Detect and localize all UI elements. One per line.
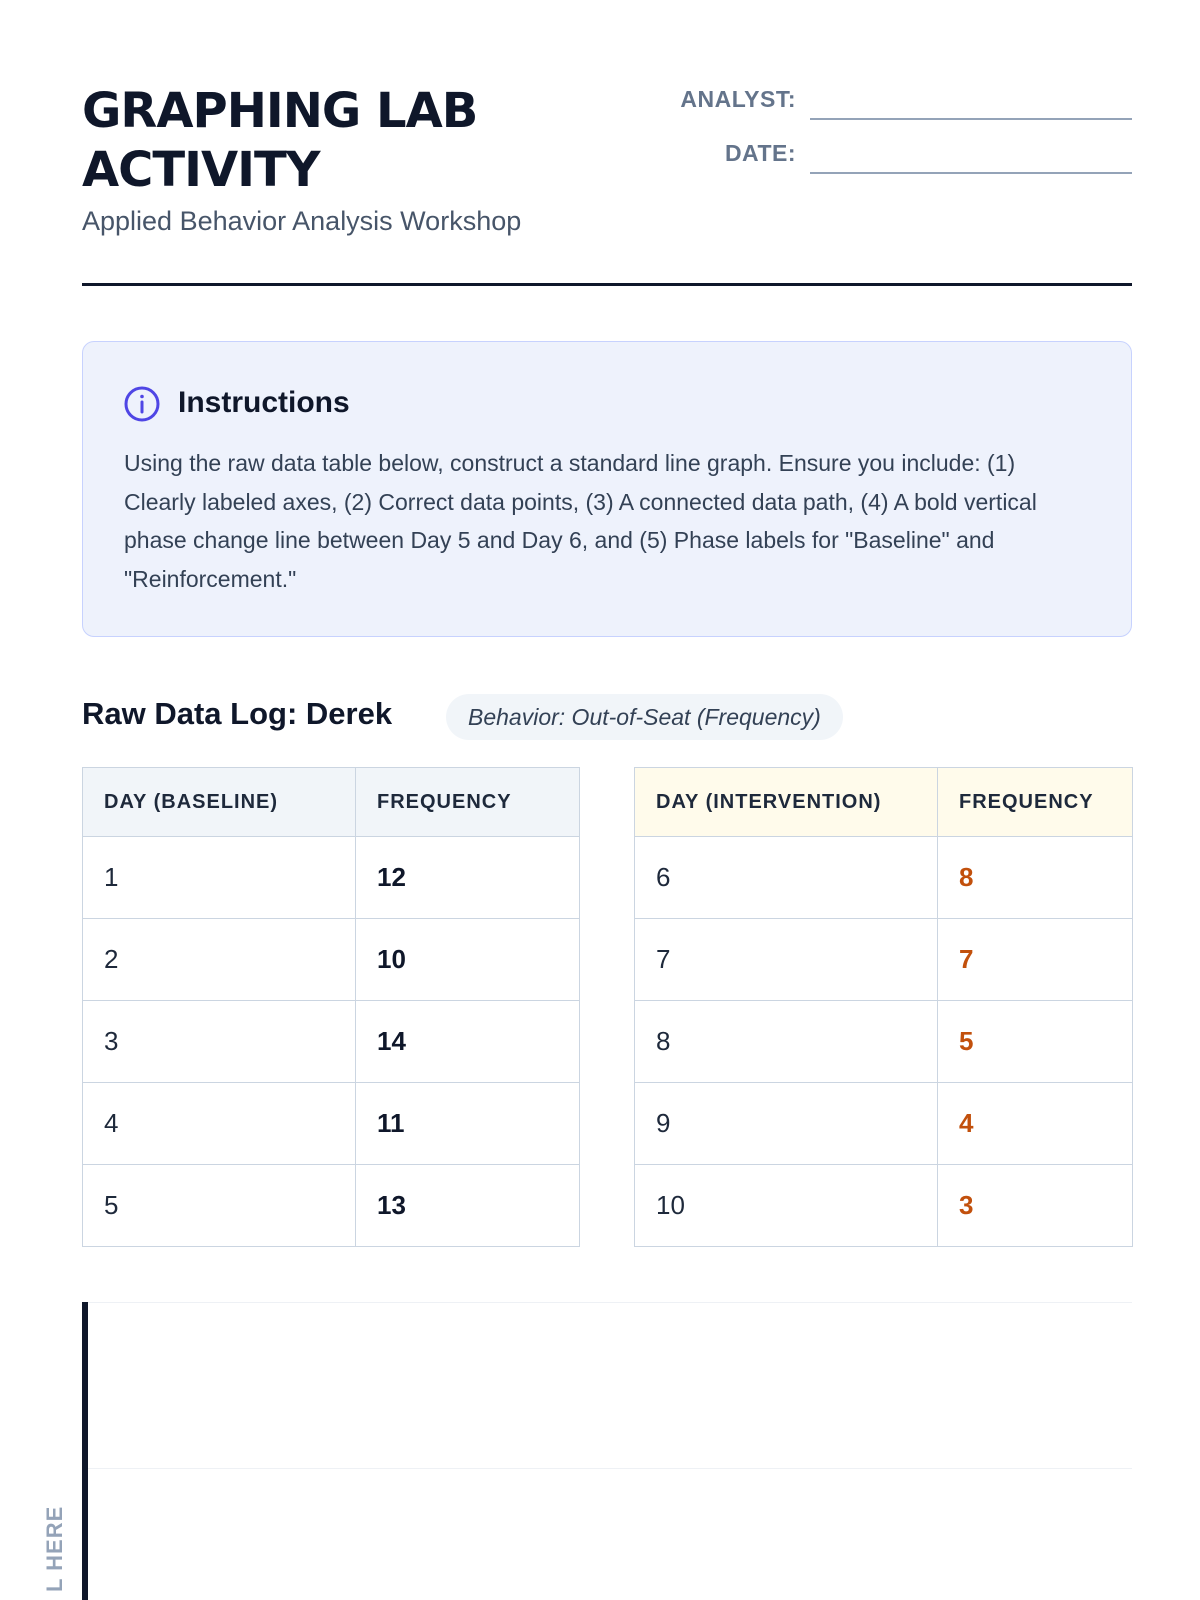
analyst-label: ANALYST: [680,86,796,112]
table-row [635,837,1133,919]
frequency-cell: 3 [938,1165,1133,1247]
instructions-text: Using the raw data table below, construct a standard line graph. Ensure you include: (1) Clearly labeled axes, (2) Correct data points, (3) A connected data path, (4) A bold vertical phase change line between Day 5 and Day 6, and (5) Phase labels for "Baseline" and "Reinforcement." [124,450,1037,592]
intervention-table [634,767,1133,1247]
table-header-row [635,768,1133,837]
frequency-cell: 4 [938,1083,1133,1165]
frequency-cell: 8 [938,837,1133,919]
column-header-frequency: FREQUENCY [938,768,1133,837]
instructions-box [82,341,1132,637]
day-cell: 8 [635,1001,938,1083]
frequency-cell: 13 [356,1165,580,1247]
gridline [88,1302,1132,1303]
y-axis-label: L HERE [42,1505,67,1592]
analyst-blank-line[interactable] [810,118,1132,120]
page-title: GRAPHING LAB ACTIVITY [82,83,478,198]
raw-data-heading [82,694,1132,740]
frequency-cell: 12 [356,837,580,919]
worksheet-header [82,82,1132,286]
baseline-table [82,767,580,1247]
day-cell: 2 [83,919,356,1001]
instructions-title: Instructions [178,386,350,419]
y-axis-line [82,1302,88,1600]
date-label: DATE: [724,140,796,166]
gridline [88,1468,1132,1469]
day-cell: 5 [83,1165,356,1247]
table-row [83,919,580,1001]
table-row [635,1165,1133,1247]
table-row [83,1001,580,1083]
frequency-cell: 14 [356,1001,580,1083]
table-row [635,919,1133,1001]
table-row [83,1083,580,1165]
day-cell: 4 [83,1083,356,1165]
blank-graph-area[interactable] [42,1302,1132,1600]
date-field [672,136,1132,174]
frequency-cell: 10 [356,919,580,1001]
frequency-cell: 11 [356,1083,580,1165]
day-cell: 6 [635,837,938,919]
table-row [83,837,580,919]
table-row [83,1165,580,1247]
page-subtitle: Applied Behavior Analysis Workshop [82,206,522,236]
day-cell: 3 [83,1001,356,1083]
analyst-field [672,82,1132,120]
table-header-row [83,768,580,837]
column-header-day: DAY (BASELINE) [83,768,356,837]
day-cell: 9 [635,1083,938,1165]
column-header-day: DAY (INTERVENTION) [635,768,938,837]
date-blank-line[interactable] [810,172,1132,174]
frequency-cell: 7 [938,919,1133,1001]
day-cell: 10 [635,1165,938,1247]
day-cell: 7 [635,919,938,1001]
day-cell: 1 [83,837,356,919]
raw-data-title: Raw Data Log: Derek [82,696,393,731]
worksheet-page [42,0,1132,1600]
behavior-badge: Behavior: Out-of-Seat (Frequency) [446,694,843,740]
table-row [635,1001,1133,1083]
frequency-cell: 5 [938,1001,1133,1083]
column-header-frequency: FREQUENCY [356,768,580,837]
table-row [635,1083,1133,1165]
info-icon [124,386,160,422]
